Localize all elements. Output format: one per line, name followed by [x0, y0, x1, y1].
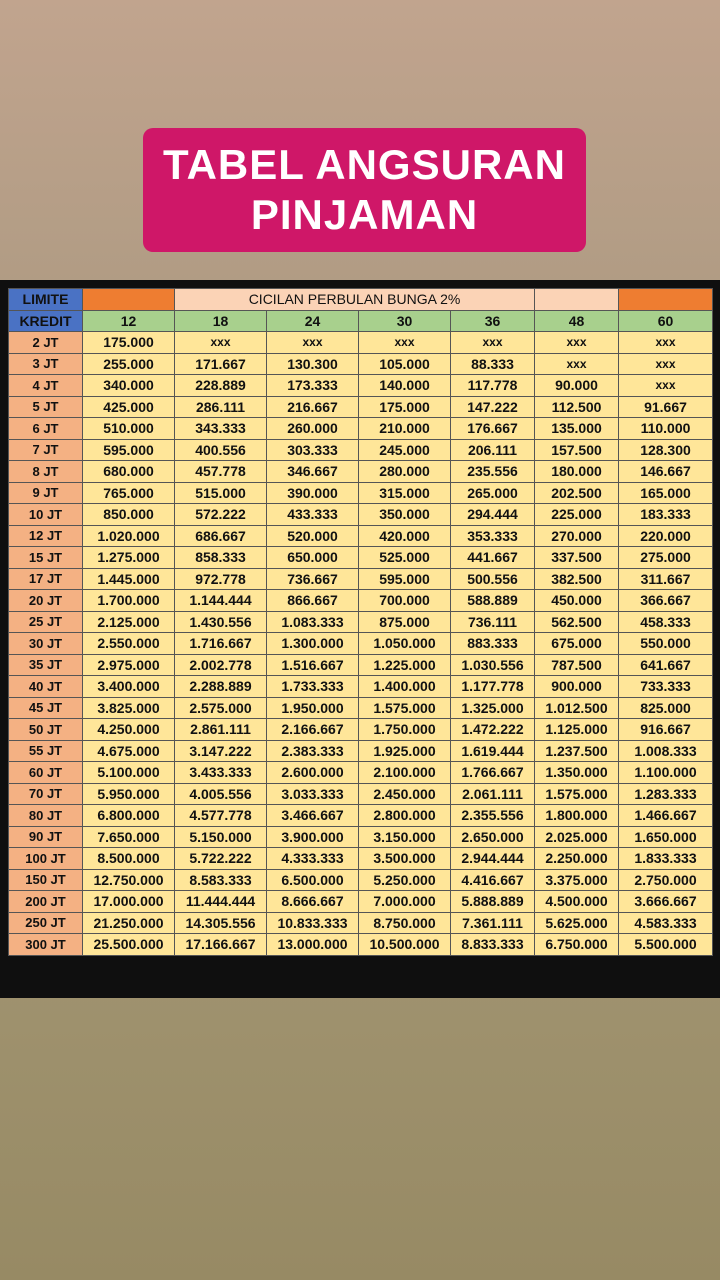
table-cell: 245.000	[359, 439, 451, 461]
row-label: 3 JT	[9, 353, 83, 375]
table-cell: 4.583.333	[619, 912, 713, 934]
table-cell: 3.666.667	[619, 891, 713, 913]
table-row	[9, 676, 713, 698]
table-cell: 2.861.111	[175, 719, 267, 741]
table-cell: 3.825.000	[83, 697, 175, 719]
table-row	[9, 482, 713, 504]
table-cell: 916.667	[619, 719, 713, 741]
table-cell: 1.516.667	[267, 654, 359, 676]
table-cell: 1.100.000	[619, 762, 713, 784]
table-body	[9, 332, 713, 956]
table-cell: 210.000	[359, 418, 451, 440]
header-orange-left	[83, 289, 175, 311]
row-label: 4 JT	[9, 375, 83, 397]
table-cell: 2.575.000	[175, 697, 267, 719]
table-cell: 510.000	[83, 418, 175, 440]
table-cell: 340.000	[83, 375, 175, 397]
table-cell: 117.778	[451, 375, 535, 397]
table-cell: 173.333	[267, 375, 359, 397]
table-cell: 3.433.333	[175, 762, 267, 784]
tenor-header: 36	[451, 310, 535, 332]
table-cell: 2.288.889	[175, 676, 267, 698]
table-cell: 500.556	[451, 568, 535, 590]
table-cell: 733.333	[619, 676, 713, 698]
table-cell: 433.333	[267, 504, 359, 526]
table-cell: 4.005.556	[175, 783, 267, 805]
row-label: 15 JT	[9, 547, 83, 569]
table-cell: 1.716.667	[175, 633, 267, 655]
row-label: 45 JT	[9, 697, 83, 719]
table-row	[9, 396, 713, 418]
row-label: 8 JT	[9, 461, 83, 483]
table-cell: 343.333	[175, 418, 267, 440]
header-limite: LIMITE	[9, 289, 83, 311]
table-cell: 1.325.000	[451, 697, 535, 719]
table-cell: 1.050.000	[359, 633, 451, 655]
table-cell: xxx	[267, 332, 359, 354]
table-cell: 260.000	[267, 418, 359, 440]
table-cell: 850.000	[83, 504, 175, 526]
row-label: 9 JT	[9, 482, 83, 504]
table-cell: 6.500.000	[267, 869, 359, 891]
table-row	[9, 848, 713, 870]
table-cell: 680.000	[83, 461, 175, 483]
table-cell: 1.177.778	[451, 676, 535, 698]
table-frame	[0, 280, 720, 998]
tenor-header: 30	[359, 310, 451, 332]
tenor-header: 18	[175, 310, 267, 332]
table-cell: 641.667	[619, 654, 713, 676]
table-cell: 1.008.333	[619, 740, 713, 762]
table-cell: xxx	[175, 332, 267, 354]
table-cell: 228.889	[175, 375, 267, 397]
table-cell: 4.333.333	[267, 848, 359, 870]
header-caption: CICILAN PERBULAN BUNGA 2%	[175, 289, 535, 311]
table-row	[9, 869, 713, 891]
title-line-1: TABEL ANGSURAN	[163, 141, 566, 188]
table-cell: 3.400.000	[83, 676, 175, 698]
table-cell: 183.333	[619, 504, 713, 526]
table-cell: 135.000	[535, 418, 619, 440]
installment-table	[8, 288, 713, 956]
table-cell: 765.000	[83, 482, 175, 504]
table-cell: 2.944.444	[451, 848, 535, 870]
table-cell: 520.000	[267, 525, 359, 547]
table-cell: 5.625.000	[535, 912, 619, 934]
table-cell: 128.300	[619, 439, 713, 461]
table-cell: 736.111	[451, 611, 535, 633]
table-row	[9, 525, 713, 547]
table-cell: 972.778	[175, 568, 267, 590]
table-cell: 280.000	[359, 461, 451, 483]
table-cell: 220.000	[619, 525, 713, 547]
table-cell: 275.000	[619, 547, 713, 569]
table-cell: 21.250.000	[83, 912, 175, 934]
table-cell: 2.355.556	[451, 805, 535, 827]
table-cell: 550.000	[619, 633, 713, 655]
table-cell: 346.667	[267, 461, 359, 483]
table-cell: 315.000	[359, 482, 451, 504]
table-cell: 686.667	[175, 525, 267, 547]
table-cell: 1.445.000	[83, 568, 175, 590]
table-cell: 650.000	[267, 547, 359, 569]
table-cell: 5.722.222	[175, 848, 267, 870]
table-row	[9, 418, 713, 440]
table-cell: 1.925.000	[359, 740, 451, 762]
row-label: 20 JT	[9, 590, 83, 612]
table-row	[9, 461, 713, 483]
header-orange-right	[619, 289, 713, 311]
table-cell: 14.305.556	[175, 912, 267, 934]
table-cell: 5.150.000	[175, 826, 267, 848]
table-cell: 8.833.333	[451, 934, 535, 956]
table-cell: 1.733.333	[267, 676, 359, 698]
table-cell: 883.333	[451, 633, 535, 655]
table-cell: 2.800.000	[359, 805, 451, 827]
table-cell: 1.650.000	[619, 826, 713, 848]
table-cell: 25.500.000	[83, 934, 175, 956]
row-label: 150 JT	[9, 869, 83, 891]
table-cell: 4.675.000	[83, 740, 175, 762]
table-row	[9, 504, 713, 526]
table-cell: 8.500.000	[83, 848, 175, 870]
tenor-header: 24	[267, 310, 359, 332]
table-cell: xxx	[619, 375, 713, 397]
table-cell: 2.125.000	[83, 611, 175, 633]
row-label: 200 JT	[9, 891, 83, 913]
table-cell: 1.237.500	[535, 740, 619, 762]
table-cell: 1.700.000	[83, 590, 175, 612]
table-cell: 595.000	[83, 439, 175, 461]
row-label: 12 JT	[9, 525, 83, 547]
table-cell: 91.667	[619, 396, 713, 418]
table-cell: 736.667	[267, 568, 359, 590]
table-cell: 225.000	[535, 504, 619, 526]
row-label: 80 JT	[9, 805, 83, 827]
table-cell: 4.500.000	[535, 891, 619, 913]
table-cell: 562.500	[535, 611, 619, 633]
table-cell: 7.000.000	[359, 891, 451, 913]
table-cell: 450.000	[535, 590, 619, 612]
table-cell: 140.000	[359, 375, 451, 397]
table-cell: xxx	[535, 353, 619, 375]
table-cell: 2.002.778	[175, 654, 267, 676]
row-label: 40 JT	[9, 676, 83, 698]
table-cell: 572.222	[175, 504, 267, 526]
table-cell: 303.333	[267, 439, 359, 461]
table-cell: 2.025.000	[535, 826, 619, 848]
table-cell: 3.466.667	[267, 805, 359, 827]
table-row	[9, 719, 713, 741]
table-cell: 5.950.000	[83, 783, 175, 805]
table-cell: 5.100.000	[83, 762, 175, 784]
table-cell: 1.766.667	[451, 762, 535, 784]
table-cell: xxx	[619, 353, 713, 375]
table-cell: 1.012.500	[535, 697, 619, 719]
table-cell: 7.650.000	[83, 826, 175, 848]
table-cell: 88.333	[451, 353, 535, 375]
table-cell: xxx	[535, 332, 619, 354]
table-cell: 2.975.000	[83, 654, 175, 676]
table-cell: 337.500	[535, 547, 619, 569]
table-cell: 2.383.333	[267, 740, 359, 762]
table-cell: 235.556	[451, 461, 535, 483]
table-cell: 1.575.000	[359, 697, 451, 719]
table-cell: 175.000	[83, 332, 175, 354]
row-label: 17 JT	[9, 568, 83, 590]
table-cell: 11.444.444	[175, 891, 267, 913]
table-cell: 1.833.333	[619, 848, 713, 870]
row-label: 25 JT	[9, 611, 83, 633]
row-label: 6 JT	[9, 418, 83, 440]
table-cell: xxx	[451, 332, 535, 354]
table-cell: 900.000	[535, 676, 619, 698]
tenor-header: 60	[619, 310, 713, 332]
table-cell: 1.619.444	[451, 740, 535, 762]
table-cell: 353.333	[451, 525, 535, 547]
table-cell: 1.125.000	[535, 719, 619, 741]
table-cell: 180.000	[535, 461, 619, 483]
table-cell: 1.283.333	[619, 783, 713, 805]
table-cell: 457.778	[175, 461, 267, 483]
table-cell: 265.000	[451, 482, 535, 504]
table-cell: 400.556	[175, 439, 267, 461]
table-row	[9, 654, 713, 676]
table-cell: 3.150.000	[359, 826, 451, 848]
row-label: 250 JT	[9, 912, 83, 934]
table-cell: 2.250.000	[535, 848, 619, 870]
table-cell: 8.666.667	[267, 891, 359, 913]
table-cell: 165.000	[619, 482, 713, 504]
table-cell: 382.500	[535, 568, 619, 590]
row-label: 2 JT	[9, 332, 83, 354]
table-cell: 1.144.444	[175, 590, 267, 612]
table-cell: 176.667	[451, 418, 535, 440]
table-cell: 1.083.333	[267, 611, 359, 633]
table-cell: 1.020.000	[83, 525, 175, 547]
table-cell: 2.550.000	[83, 633, 175, 655]
table-cell: 1.950.000	[267, 697, 359, 719]
row-label: 5 JT	[9, 396, 83, 418]
table-cell: 1.030.556	[451, 654, 535, 676]
table-row	[9, 633, 713, 655]
table-cell: 294.444	[451, 504, 535, 526]
title-badge	[143, 128, 586, 252]
table-cell: 3.033.333	[267, 783, 359, 805]
table-cell: 1.275.000	[83, 547, 175, 569]
table-cell: 7.361.111	[451, 912, 535, 934]
header-row-top	[9, 289, 713, 311]
table-cell: 206.111	[451, 439, 535, 461]
table-cell: xxx	[359, 332, 451, 354]
row-label: 100 JT	[9, 848, 83, 870]
table-cell: 2.450.000	[359, 783, 451, 805]
table-cell: 5.250.000	[359, 869, 451, 891]
table-cell: 866.667	[267, 590, 359, 612]
table-cell: 2.750.000	[619, 869, 713, 891]
table-cell: 675.000	[535, 633, 619, 655]
table-cell: 6.750.000	[535, 934, 619, 956]
table-cell: 12.750.000	[83, 869, 175, 891]
table-row	[9, 353, 713, 375]
table-cell: 1.430.556	[175, 611, 267, 633]
table-cell: 350.000	[359, 504, 451, 526]
table-cell: 1.575.000	[535, 783, 619, 805]
table-row	[9, 611, 713, 633]
table-row	[9, 934, 713, 956]
table-cell: 17.000.000	[83, 891, 175, 913]
table-cell: 595.000	[359, 568, 451, 590]
table-cell: 6.800.000	[83, 805, 175, 827]
table-cell: 458.333	[619, 611, 713, 633]
table-row	[9, 826, 713, 848]
title-line-2: PINJAMAN	[250, 191, 479, 238]
table-cell: 90.000	[535, 375, 619, 397]
table-cell: 441.667	[451, 547, 535, 569]
table-cell: 255.000	[83, 353, 175, 375]
header-row-tenors	[9, 310, 713, 332]
table-cell: 17.166.667	[175, 934, 267, 956]
row-label: 30 JT	[9, 633, 83, 655]
table-cell: 525.000	[359, 547, 451, 569]
row-label: 90 JT	[9, 826, 83, 848]
table-cell: 2.600.000	[267, 762, 359, 784]
table-row	[9, 375, 713, 397]
table-cell: 5.500.000	[619, 934, 713, 956]
table-row	[9, 568, 713, 590]
table-cell: 1.350.000	[535, 762, 619, 784]
table-cell: 787.500	[535, 654, 619, 676]
tenor-header: 12	[83, 310, 175, 332]
table-cell: 366.667	[619, 590, 713, 612]
table-cell: 157.500	[535, 439, 619, 461]
table-row	[9, 783, 713, 805]
table-row	[9, 805, 713, 827]
table-row	[9, 547, 713, 569]
table-cell: 147.222	[451, 396, 535, 418]
table-cell: 216.667	[267, 396, 359, 418]
table-cell: 700.000	[359, 590, 451, 612]
table-cell: 1.300.000	[267, 633, 359, 655]
row-label: 70 JT	[9, 783, 83, 805]
table-cell: 4.577.778	[175, 805, 267, 827]
table-cell: 825.000	[619, 697, 713, 719]
table-cell: 10.500.000	[359, 934, 451, 956]
table-cell: 858.333	[175, 547, 267, 569]
table-cell: 875.000	[359, 611, 451, 633]
table-cell: 202.500	[535, 482, 619, 504]
table-cell: 286.111	[175, 396, 267, 418]
table-cell: 5.888.889	[451, 891, 535, 913]
table-cell: 1.472.222	[451, 719, 535, 741]
table-cell: 4.250.000	[83, 719, 175, 741]
table-cell: 13.000.000	[267, 934, 359, 956]
table-cell: 588.889	[451, 590, 535, 612]
table-cell: 1.750.000	[359, 719, 451, 741]
table-cell: 171.667	[175, 353, 267, 375]
table-cell: 146.667	[619, 461, 713, 483]
header-kredit: KREDIT	[9, 310, 83, 332]
table-row	[9, 332, 713, 354]
table-cell: 112.500	[535, 396, 619, 418]
table-cell: 420.000	[359, 525, 451, 547]
table-cell: 3.375.000	[535, 869, 619, 891]
table-cell: 1.400.000	[359, 676, 451, 698]
row-label: 60 JT	[9, 762, 83, 784]
table-cell: 425.000	[83, 396, 175, 418]
table-cell: 105.000	[359, 353, 451, 375]
header-peach-blank	[535, 289, 619, 311]
row-label: 50 JT	[9, 719, 83, 741]
row-label: 10 JT	[9, 504, 83, 526]
table-cell: 2.100.000	[359, 762, 451, 784]
table-cell: 311.667	[619, 568, 713, 590]
table-row	[9, 912, 713, 934]
table-cell: xxx	[619, 332, 713, 354]
table-cell: 4.416.667	[451, 869, 535, 891]
table-cell: 1.466.667	[619, 805, 713, 827]
table-cell: 2.061.111	[451, 783, 535, 805]
row-label: 300 JT	[9, 934, 83, 956]
table-cell: 515.000	[175, 482, 267, 504]
table-cell: 2.650.000	[451, 826, 535, 848]
table-row	[9, 590, 713, 612]
table-row	[9, 891, 713, 913]
table-cell: 1.225.000	[359, 654, 451, 676]
table-cell: 8.583.333	[175, 869, 267, 891]
table-cell: 130.300	[267, 353, 359, 375]
row-label: 7 JT	[9, 439, 83, 461]
tenor-header: 48	[535, 310, 619, 332]
table-cell: 110.000	[619, 418, 713, 440]
table-cell: 1.800.000	[535, 805, 619, 827]
table-row	[9, 740, 713, 762]
row-label: 35 JT	[9, 654, 83, 676]
table-cell: 2.166.667	[267, 719, 359, 741]
table-cell: 390.000	[267, 482, 359, 504]
table-row	[9, 439, 713, 461]
table-cell: 3.900.000	[267, 826, 359, 848]
table-cell: 3.500.000	[359, 848, 451, 870]
table-cell: 10.833.333	[267, 912, 359, 934]
table-cell: 3.147.222	[175, 740, 267, 762]
table-row	[9, 762, 713, 784]
row-label: 55 JT	[9, 740, 83, 762]
table-row	[9, 697, 713, 719]
table-cell: 270.000	[535, 525, 619, 547]
table-cell: 175.000	[359, 396, 451, 418]
table-cell: 8.750.000	[359, 912, 451, 934]
